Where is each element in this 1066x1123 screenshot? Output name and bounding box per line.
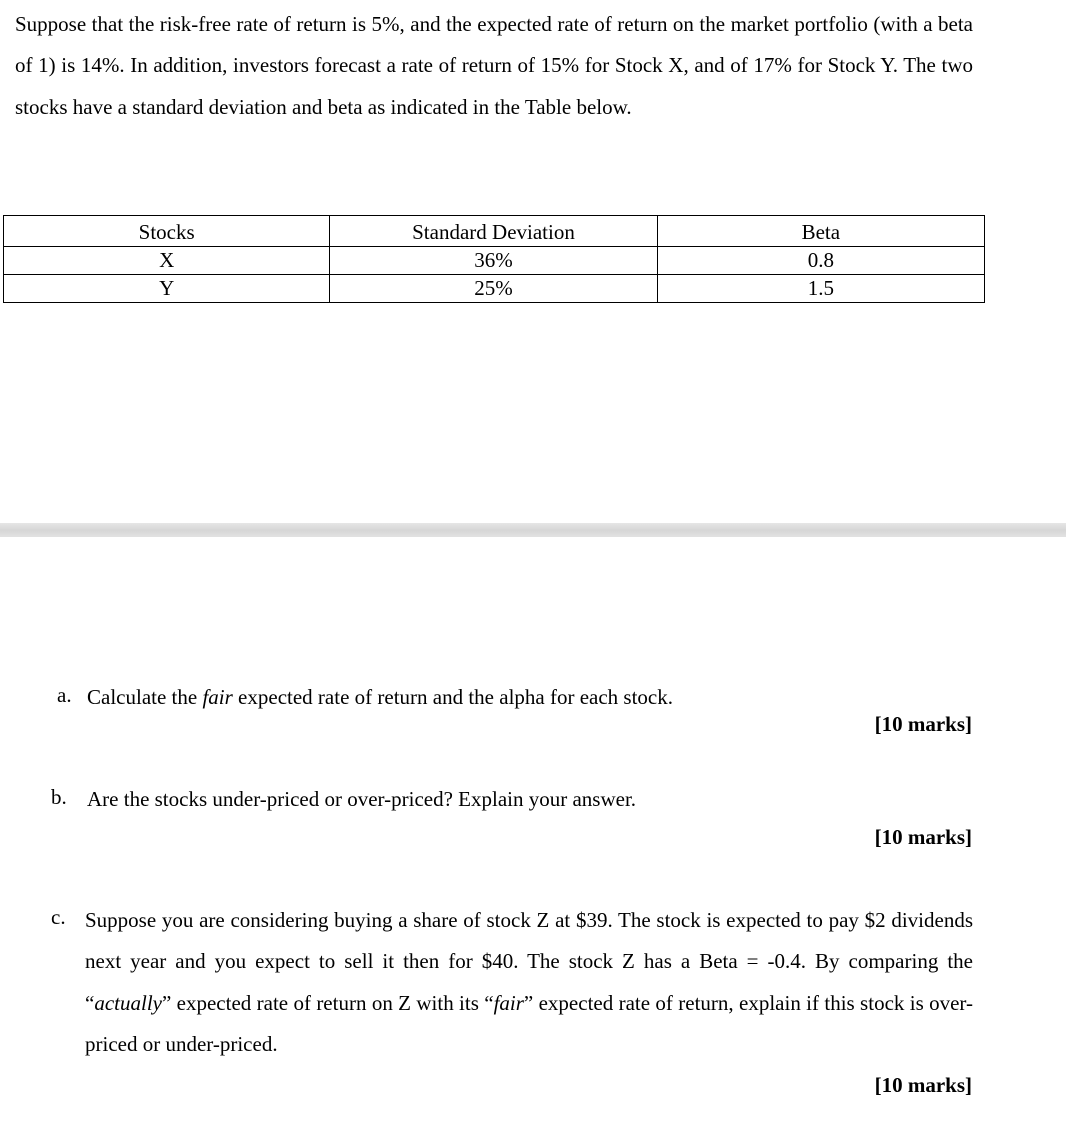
cell-stock: X <box>4 247 330 275</box>
question-a-label: a. <box>57 683 72 707</box>
question-c-text <box>85 900 973 1065</box>
question-a-marks: [10 marks] <box>874 712 972 736</box>
question-c-text-part: ” expected rate of return, explain if this stock is over-priced or under-priced. <box>85 990 973 1056</box>
table-header-row <box>4 216 985 247</box>
header-stocks: Stocks <box>4 216 330 247</box>
stocks-table <box>3 215 985 303</box>
cell-standard-deviation: 36% <box>330 247 657 275</box>
cell-beta: 0.8 <box>657 247 984 275</box>
question-a-text <box>87 683 967 711</box>
cell-beta: 1.5 <box>657 275 984 303</box>
question-b-label: b. <box>51 785 67 809</box>
question-a-emphasis: fair <box>202 685 233 709</box>
table-row <box>4 247 985 275</box>
question-b-marks: [10 marks] <box>874 825 972 849</box>
header-standard-deviation: Standard Deviation <box>330 216 657 247</box>
cell-stock: Y <box>4 275 330 303</box>
question-c-text-part: Suppose you are considering buying a share of stock Z at $39. The stock is expected to pay $2 dividends next year and you expect to sell it then for $40. The stock Z has a Beta = -0.4. By comparing the “ <box>85 908 973 1015</box>
question-b-text: Are the stocks under-priced or over-priced? Explain your answer. <box>87 787 637 811</box>
question-a-text-part: expected rate of return and the alpha for each stock. <box>232 685 673 709</box>
table-row <box>4 275 985 303</box>
intro-paragraph: Suppose that the risk-free rate of return is 5%, and the expected rate of return on the market portfolio (with a beta of 1) is 14%. In addition, investors forecast a rate of return of 15% for Stock X, and of 17% for Stock Y. The two stocks have a standard deviation and beta as indicated in the Table below. <box>15 12 973 119</box>
question-c-emphasis-fair: fair <box>493 990 524 1015</box>
cell-standard-deviation: 25% <box>330 275 657 303</box>
question-c-marks: [10 marks] <box>874 1073 972 1097</box>
question-c-label: c. <box>51 905 66 929</box>
question-c-text-part: ” expected rate of return on Z with its “ <box>161 990 494 1015</box>
header-beta: Beta <box>657 216 984 247</box>
page-break-divider <box>0 523 1066 537</box>
question-a-text-part: Calculate the <box>87 685 203 709</box>
question-c-emphasis-actually: actually <box>94 990 162 1015</box>
